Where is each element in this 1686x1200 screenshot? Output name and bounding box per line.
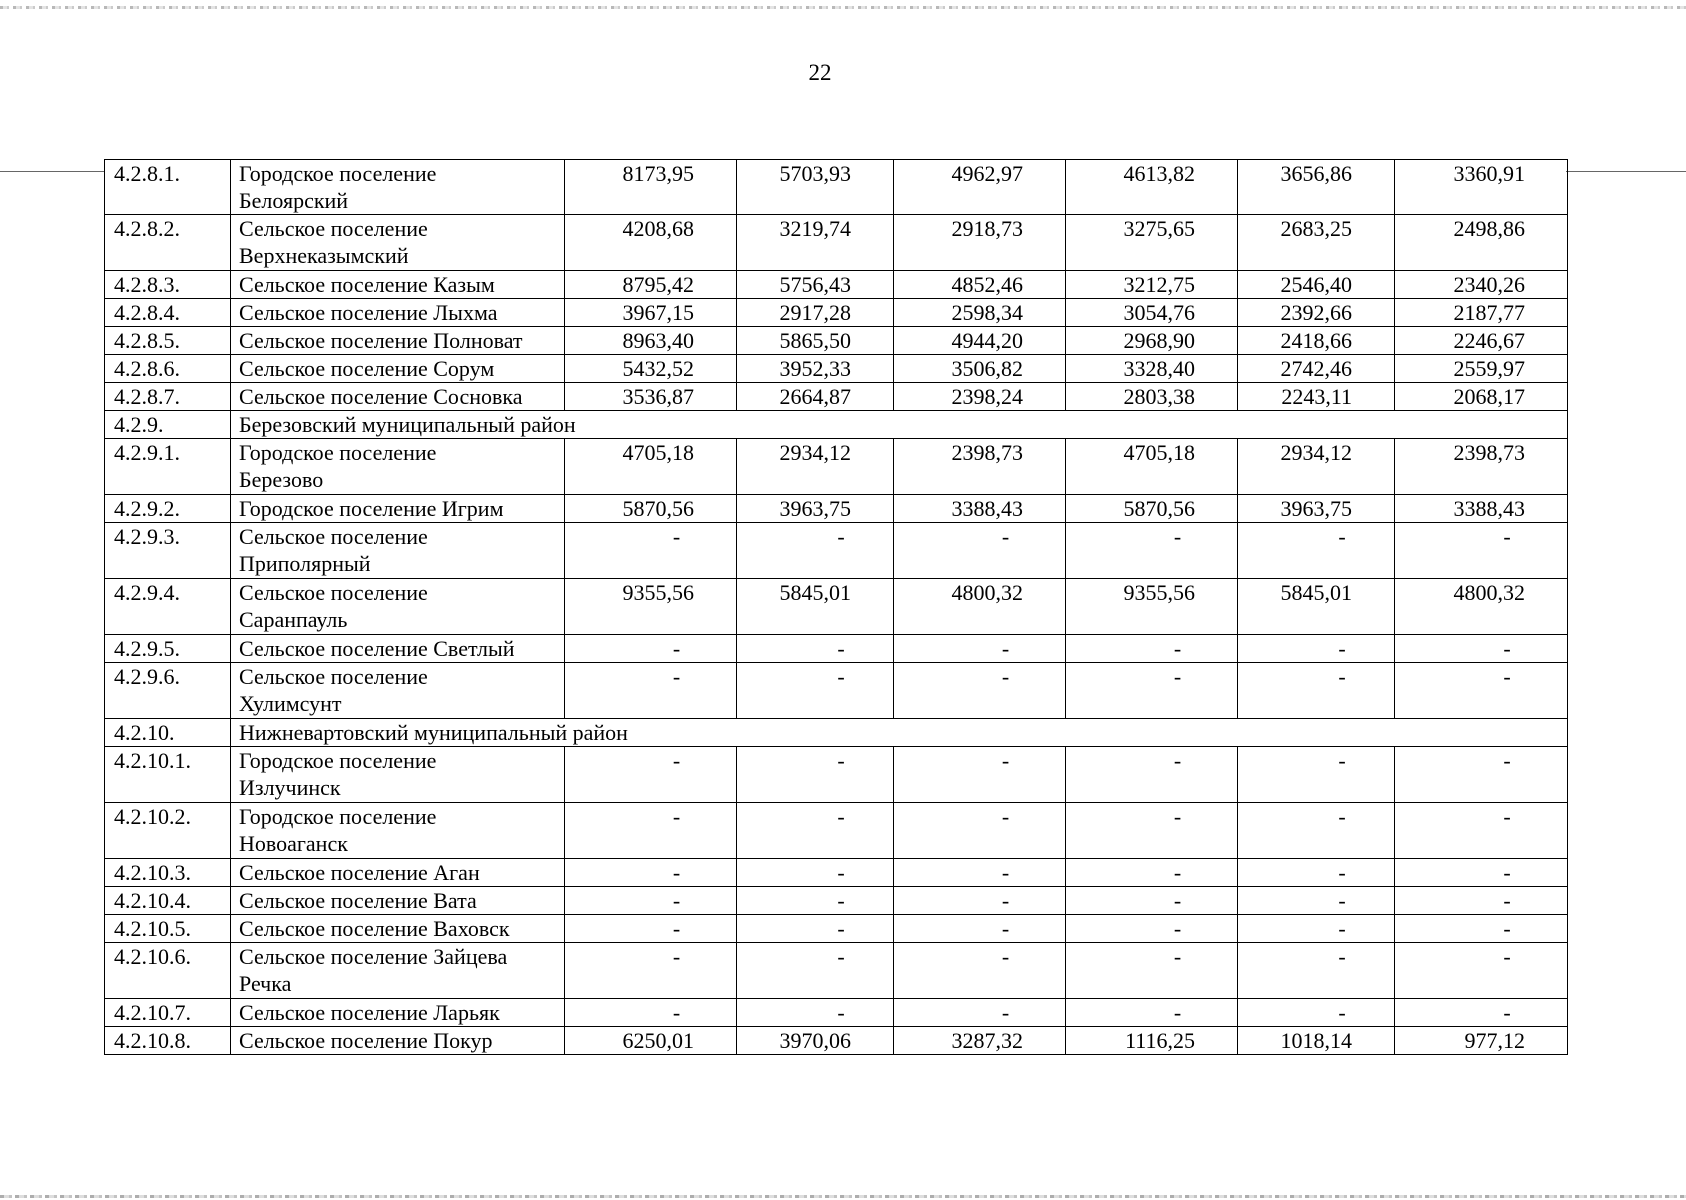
value-cell: - xyxy=(1238,859,1395,887)
settlement-name-line: Сельское поселение Покур xyxy=(239,1028,493,1053)
settlement-name xyxy=(231,635,565,663)
table-row xyxy=(105,523,1568,579)
settlement-name-line: Сельское поселение Полноват xyxy=(239,328,523,353)
value-cell: 3970,06 xyxy=(737,1027,894,1055)
value-cell: - xyxy=(1395,915,1568,943)
value-cell: - xyxy=(894,747,1066,803)
value-cell: 5703,93 xyxy=(737,160,894,215)
value-cell: - xyxy=(737,663,894,719)
settlement-name xyxy=(231,383,565,411)
row-code: 4.2.8.7. xyxy=(105,383,231,411)
value-cell: 3219,74 xyxy=(737,215,894,271)
row-code: 4.2.10.6. xyxy=(105,943,231,999)
row-code: 4.2.9.2. xyxy=(105,495,231,523)
value-cell: - xyxy=(1066,523,1238,579)
value-cell: - xyxy=(1238,915,1395,943)
value-cell: - xyxy=(1395,999,1568,1027)
settlement-name-line: Белоярский xyxy=(239,188,349,213)
scan-line-right xyxy=(1566,171,1686,172)
settlement-name-line: Сельское поселение Зайцева xyxy=(239,944,508,969)
settlement-name-line: Сельское поселение Сорум xyxy=(239,356,495,381)
value-cell: - xyxy=(1395,859,1568,887)
value-cell: 2187,77 xyxy=(1395,299,1568,327)
value-cell: - xyxy=(737,943,894,999)
value-cell: - xyxy=(1066,943,1238,999)
value-cell: - xyxy=(565,663,737,719)
value-cell: - xyxy=(894,915,1066,943)
value-cell: 3212,75 xyxy=(1066,271,1238,299)
value-cell: - xyxy=(565,887,737,915)
settlement-name-line: Городское поселение xyxy=(239,440,437,465)
row-code: 4.2.8.5. xyxy=(105,327,231,355)
settlement-name-line: Излучинск xyxy=(239,775,341,800)
value-cell: - xyxy=(737,887,894,915)
table-row xyxy=(105,943,1568,999)
scan-edge-bottom xyxy=(0,1195,1686,1198)
value-cell: 5432,52 xyxy=(565,355,737,383)
value-cell: - xyxy=(1066,803,1238,859)
table-row xyxy=(105,271,1568,299)
table-row xyxy=(105,747,1568,803)
settlement-name xyxy=(231,663,565,719)
value-cell: 5845,01 xyxy=(737,579,894,635)
value-cell: - xyxy=(737,999,894,1027)
settlement-name-line: Березово xyxy=(239,467,324,492)
value-cell: 4705,18 xyxy=(1066,439,1238,495)
settlement-name-line: Сельское поселение Вата xyxy=(239,888,477,913)
value-cell: 3506,82 xyxy=(894,355,1066,383)
value-cell: - xyxy=(1238,663,1395,719)
value-cell: 3967,15 xyxy=(565,299,737,327)
row-code: 4.2.8.2. xyxy=(105,215,231,271)
value-cell: 4944,20 xyxy=(894,327,1066,355)
value-cell: 2392,66 xyxy=(1238,299,1395,327)
value-cell: 8173,95 xyxy=(565,160,737,215)
value-cell: - xyxy=(1395,747,1568,803)
value-cell: - xyxy=(1395,887,1568,915)
settlement-name-line: Сельское поселение Ваховск xyxy=(239,916,510,941)
value-cell: - xyxy=(1238,999,1395,1027)
settlement-name xyxy=(231,1027,565,1055)
value-cell: 2742,46 xyxy=(1238,355,1395,383)
value-cell: 2917,28 xyxy=(737,299,894,327)
value-cell: 3388,43 xyxy=(1395,495,1568,523)
table-row xyxy=(105,859,1568,887)
settlement-name-line: Хулимсунт xyxy=(239,691,342,716)
value-cell: 5865,50 xyxy=(737,327,894,355)
value-cell: - xyxy=(565,635,737,663)
value-cell: 5756,43 xyxy=(737,271,894,299)
table-row xyxy=(105,915,1568,943)
row-code: 4.2.9. xyxy=(105,411,231,439)
value-cell: - xyxy=(1238,635,1395,663)
value-cell: 5845,01 xyxy=(1238,579,1395,635)
value-cell: 2968,90 xyxy=(1066,327,1238,355)
value-cell: - xyxy=(1066,999,1238,1027)
settlement-name xyxy=(231,999,565,1027)
value-cell: 3328,40 xyxy=(1066,355,1238,383)
value-cell: - xyxy=(1395,523,1568,579)
value-cell: 4962,97 xyxy=(894,160,1066,215)
table-row xyxy=(105,215,1568,271)
settlement-name xyxy=(231,523,565,579)
settlement-name-line: Городское поселение xyxy=(239,804,437,829)
settlement-name xyxy=(231,355,565,383)
settlement-name xyxy=(231,887,565,915)
row-code: 4.2.10.4. xyxy=(105,887,231,915)
value-cell: - xyxy=(737,635,894,663)
table-row xyxy=(105,439,1568,495)
value-cell: - xyxy=(894,803,1066,859)
value-cell: 2340,26 xyxy=(1395,271,1568,299)
value-cell: - xyxy=(565,943,737,999)
settlement-name xyxy=(231,915,565,943)
value-cell: - xyxy=(894,887,1066,915)
settlement-name-line: Речка xyxy=(239,971,292,996)
section-title: Березовский муниципальный район xyxy=(231,411,1568,439)
row-code: 4.2.9.1. xyxy=(105,439,231,495)
settlement-name xyxy=(231,439,565,495)
value-cell: 2918,73 xyxy=(894,215,1066,271)
value-cell: - xyxy=(1066,915,1238,943)
value-cell: 2598,34 xyxy=(894,299,1066,327)
table-row xyxy=(105,383,1568,411)
value-cell: - xyxy=(1238,747,1395,803)
value-cell: - xyxy=(1238,803,1395,859)
value-cell: - xyxy=(1395,663,1568,719)
settlement-name-line: Городское поселение xyxy=(239,161,437,186)
table-row xyxy=(105,579,1568,635)
value-cell: - xyxy=(894,943,1066,999)
value-cell: 9355,56 xyxy=(565,579,737,635)
settlement-name xyxy=(231,495,565,523)
row-code: 4.2.10.5. xyxy=(105,915,231,943)
table-row xyxy=(105,663,1568,719)
settlement-name-line: Сельское поселение Сосновка xyxy=(239,384,523,409)
value-cell: 2683,25 xyxy=(1238,215,1395,271)
settlement-name-line: Приполярный xyxy=(239,551,371,576)
value-cell: 8795,42 xyxy=(565,271,737,299)
settlement-name xyxy=(231,747,565,803)
table-row xyxy=(105,887,1568,915)
value-cell: - xyxy=(1395,803,1568,859)
value-cell: - xyxy=(1395,943,1568,999)
value-cell: 1116,25 xyxy=(1066,1027,1238,1055)
value-cell: 3275,65 xyxy=(1066,215,1238,271)
value-cell: 4705,18 xyxy=(565,439,737,495)
value-cell: 5870,56 xyxy=(1066,495,1238,523)
value-cell: - xyxy=(1066,887,1238,915)
value-cell: 4613,82 xyxy=(1066,160,1238,215)
row-code: 4.2.10.7. xyxy=(105,999,231,1027)
row-code: 4.2.9.3. xyxy=(105,523,231,579)
table-row xyxy=(105,299,1568,327)
row-code: 4.2.8.4. xyxy=(105,299,231,327)
value-cell: 2068,17 xyxy=(1395,383,1568,411)
row-code: 4.2.9.4. xyxy=(105,579,231,635)
tariff-table xyxy=(104,159,1568,1055)
settlement-name-line: Городское поселение xyxy=(239,748,437,773)
row-code: 4.2.8.3. xyxy=(105,271,231,299)
value-cell: 3963,75 xyxy=(737,495,894,523)
table-row xyxy=(105,355,1568,383)
value-cell: - xyxy=(894,859,1066,887)
value-cell: - xyxy=(1066,747,1238,803)
section-row xyxy=(105,719,1568,747)
settlement-name-line: Сельское поселение xyxy=(239,216,428,241)
value-cell: - xyxy=(1395,635,1568,663)
settlement-name xyxy=(231,579,565,635)
row-code: 4.2.9.5. xyxy=(105,635,231,663)
row-code: 4.2.8.6. xyxy=(105,355,231,383)
settlement-name xyxy=(231,271,565,299)
settlement-name-line: Новоаганск xyxy=(239,831,348,856)
value-cell: 4852,46 xyxy=(894,271,1066,299)
value-cell: - xyxy=(565,999,737,1027)
settlement-name-line: Сельское поселение Аган xyxy=(239,860,480,885)
value-cell: 3360,91 xyxy=(1395,160,1568,215)
value-cell: 2398,73 xyxy=(1395,439,1568,495)
section-title: Нижневартовский муниципальный район xyxy=(231,719,1568,747)
value-cell: - xyxy=(565,747,737,803)
value-cell: - xyxy=(737,803,894,859)
value-cell: - xyxy=(737,747,894,803)
settlement-name xyxy=(231,327,565,355)
settlement-name xyxy=(231,299,565,327)
value-cell: 2803,38 xyxy=(1066,383,1238,411)
value-cell: 2246,67 xyxy=(1395,327,1568,355)
value-cell: - xyxy=(1066,635,1238,663)
settlement-name-line: Сельское поселение xyxy=(239,664,428,689)
value-cell: 977,12 xyxy=(1395,1027,1568,1055)
settlement-name xyxy=(231,160,565,215)
table-row xyxy=(105,1027,1568,1055)
value-cell: 3388,43 xyxy=(894,495,1066,523)
value-cell: - xyxy=(894,999,1066,1027)
value-cell: - xyxy=(565,523,737,579)
settlement-name-line: Верхнеказымский xyxy=(239,243,409,268)
value-cell: - xyxy=(1238,887,1395,915)
table-row xyxy=(105,495,1568,523)
value-cell: 4800,32 xyxy=(1395,579,1568,635)
scan-edge-top xyxy=(0,6,1686,9)
value-cell: 1018,14 xyxy=(1238,1027,1395,1055)
value-cell: 2398,24 xyxy=(894,383,1066,411)
value-cell: 6250,01 xyxy=(565,1027,737,1055)
section-row xyxy=(105,411,1568,439)
value-cell: - xyxy=(1066,663,1238,719)
value-cell: 4800,32 xyxy=(894,579,1066,635)
value-cell: - xyxy=(894,523,1066,579)
table-row xyxy=(105,803,1568,859)
value-cell: 3963,75 xyxy=(1238,495,1395,523)
value-cell: 3536,87 xyxy=(565,383,737,411)
settlement-name-line: Сельское поселение xyxy=(239,524,428,549)
value-cell: 3287,32 xyxy=(894,1027,1066,1055)
value-cell: 8963,40 xyxy=(565,327,737,355)
row-code: 4.2.10.2. xyxy=(105,803,231,859)
settlement-name-line: Городское поселение Игрим xyxy=(239,496,504,521)
value-cell: 2398,73 xyxy=(894,439,1066,495)
settlement-name xyxy=(231,215,565,271)
value-cell: 2559,97 xyxy=(1395,355,1568,383)
row-code: 4.2.10.8. xyxy=(105,1027,231,1055)
value-cell: 5870,56 xyxy=(565,495,737,523)
table-row xyxy=(105,635,1568,663)
value-cell: - xyxy=(565,859,737,887)
table-row xyxy=(105,999,1568,1027)
value-cell: 9355,56 xyxy=(1066,579,1238,635)
value-cell: - xyxy=(565,803,737,859)
table-row xyxy=(105,160,1568,215)
value-cell: - xyxy=(1238,943,1395,999)
settlement-name xyxy=(231,943,565,999)
row-code: 4.2.10.3. xyxy=(105,859,231,887)
value-cell: 3952,33 xyxy=(737,355,894,383)
table-body xyxy=(105,160,1568,1055)
row-code: 4.2.10.1. xyxy=(105,747,231,803)
row-code: 4.2.8.1. xyxy=(105,160,231,215)
settlement-name-line: Сельское поселение Лыхма xyxy=(239,300,498,325)
settlement-name-line: Сельское поселение xyxy=(239,580,428,605)
row-code: 4.2.10. xyxy=(105,719,231,747)
settlement-name-line: Сельское поселение Ларьяк xyxy=(239,1000,500,1025)
value-cell: - xyxy=(894,663,1066,719)
settlement-name xyxy=(231,803,565,859)
value-cell: 2243,11 xyxy=(1238,383,1395,411)
value-cell: 3656,86 xyxy=(1238,160,1395,215)
value-cell: - xyxy=(737,523,894,579)
value-cell: - xyxy=(565,915,737,943)
value-cell: - xyxy=(737,859,894,887)
scan-line-left xyxy=(0,171,104,172)
table-row xyxy=(105,327,1568,355)
value-cell: - xyxy=(894,635,1066,663)
value-cell: 2546,40 xyxy=(1238,271,1395,299)
value-cell: 2664,87 xyxy=(737,383,894,411)
value-cell: 2418,66 xyxy=(1238,327,1395,355)
value-cell: 2498,86 xyxy=(1395,215,1568,271)
settlement-name-line: Саранпауль xyxy=(239,607,348,632)
settlement-name-line: Сельское поселение Светлый xyxy=(239,636,515,661)
value-cell: 3054,76 xyxy=(1066,299,1238,327)
value-cell: - xyxy=(1238,523,1395,579)
value-cell: 2934,12 xyxy=(737,439,894,495)
page-number: 22 xyxy=(808,60,832,85)
value-cell: - xyxy=(737,915,894,943)
value-cell: 2934,12 xyxy=(1238,439,1395,495)
row-code: 4.2.9.6. xyxy=(105,663,231,719)
value-cell: - xyxy=(1066,859,1238,887)
value-cell: 4208,68 xyxy=(565,215,737,271)
settlement-name-line: Сельское поселение Казым xyxy=(239,272,495,297)
settlement-name xyxy=(231,859,565,887)
